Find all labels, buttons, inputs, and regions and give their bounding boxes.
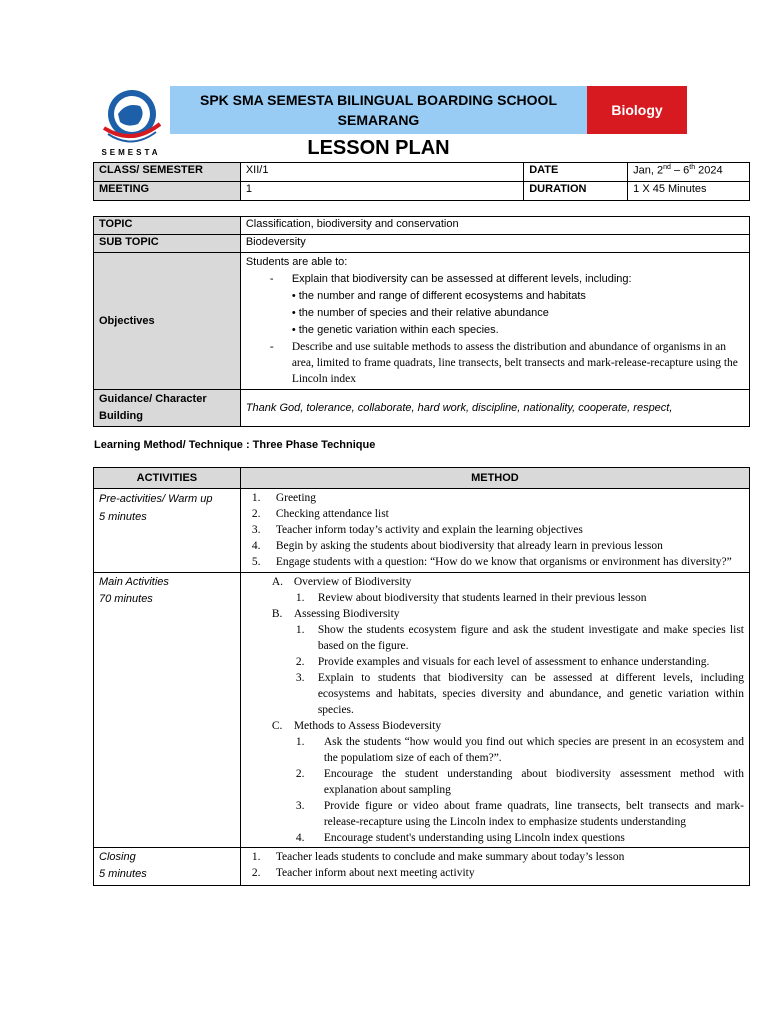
section-a: A. Overview of Biodiversity <box>271 576 412 588</box>
class-value: XII/1 <box>240 163 523 182</box>
date-value: Jan, 2nd – 6th 2024 <box>628 163 750 182</box>
list-item: 1. Greeting <box>251 492 317 504</box>
closing-item-text: Teacher inform about next meeting activity <box>275 867 475 879</box>
class-label: CLASS/ SEMESTER <box>94 163 241 182</box>
school-name-line1: SPK SMA SEMESTA BILINGUAL BOARDING SCHOOL <box>199 92 557 108</box>
b-item-text: Explain to students that biodiversity can be assessed at different levels, including ecosystems and habitats, species diversity and abundance, and genetic variation within species. <box>317 672 744 716</box>
list-item: 3. Explain to students that biodiversity can be assessed at different levels, including ecosystems and habitats, species diversity and abundance, and genetic variation within species. <box>295 672 744 716</box>
b-item-text: Provide examples and visuals for each level of assessment to enhance understanding. <box>317 656 710 668</box>
list-item: 1. Show the students ecosystem figure and ask the student investigate and make species list based on the figure. <box>295 624 744 652</box>
pre-item-text: Begin by asking the students about biodiversity that already learn in previous lesson <box>275 540 663 552</box>
list-item: 2. Checking attendance list <box>251 508 389 520</box>
activities-table <box>93 467 750 886</box>
guidance-label: Guidance/ Character Building <box>94 390 241 427</box>
main-activities-method <box>240 573 749 848</box>
objectives-intro: Students are able to: <box>245 256 348 268</box>
list-item: 4. Begin by asking the students about biodiversity that already learn in previous lesson <box>251 540 663 552</box>
date-label: DATE <box>524 163 628 182</box>
objective-2: - Describe and use suitable methods to assess the distribution and abundance of organisms in an area, limited to frame quadrats, line transects, belt transects and mark-release-recapture using the Lincoln index <box>269 341 738 385</box>
c-item-text: Ask the students “how would you find out which species are present in an ecosystem and the populatiom size of each of them?”. <box>323 736 744 764</box>
closing-method <box>240 848 749 886</box>
pre-item-text: Checking attendance list <box>275 508 389 520</box>
section-b: B. Assessing Biodiversity <box>271 608 400 620</box>
school-name-banner <box>170 86 587 134</box>
list-item: 2. Teacher inform about next meeting activity <box>251 867 475 879</box>
section-b-title: Assessing Biodiversity <box>293 608 400 620</box>
pre-item-text: Greeting <box>275 492 317 504</box>
section-a-title: Overview of Biodiversity <box>293 576 412 588</box>
section-c-title: Methods to Assess Biodeversity <box>293 720 442 732</box>
c-item-text: Encourage student's understanding using Lincoln index questions <box>323 832 625 844</box>
pre-activities-cell <box>94 489 241 573</box>
closing-label: Closing <box>99 851 136 863</box>
subtopic-label: SUB TOPIC <box>94 235 241 253</box>
closing-cell <box>94 848 241 886</box>
duration-label: DURATION <box>524 182 628 201</box>
objective-1: - Explain that biodiversity can be assessed at different levels, including: <box>269 273 632 285</box>
topic-value: Classification, biodiversity and conservation <box>240 217 749 235</box>
pre-item-text: Engage students with a question: “How do we know that organisms or environment has diversity?” <box>275 556 732 568</box>
objective-2-text: Describe and use suitable methods to assess the distribution and abundance of organisms in an area, limited to frame quadrats, line transects, belt transects and mark-release-recapture using the Lincoln index <box>291 341 738 385</box>
pre-activities-method <box>240 489 749 573</box>
objectives-label: Objectives <box>94 253 241 390</box>
col-method: METHOD <box>240 468 749 489</box>
objective-1-text: Explain that biodiversity can be assessed at different levels, including: <box>291 273 632 285</box>
list-item: 2. Provide examples and visuals for each level of assessment to enhance understanding. <box>295 656 710 668</box>
main-activities-label: Main Activities <box>99 576 169 588</box>
list-item: 4. Encourage student's understanding using Lincoln index questions <box>295 832 625 844</box>
list-item: 5. Engage students with a question: “How do we know that organisms or environment has diversity?” <box>251 556 732 568</box>
pre-activities-label: Pre-activities/ Warm up <box>99 493 213 505</box>
b-item-text: Show the students ecosystem figure and ask the student investigate and make species list based on the figure. <box>317 624 744 652</box>
c-item-text: Provide figure or video about frame quadrats, line transects, belt transects and mark-release-recapture using the Lincoln index to emphasize students understanding <box>323 800 744 828</box>
logo-text: SEMESTA <box>101 148 161 157</box>
main-activities-cell <box>94 573 241 848</box>
c-item-text: Encourage the student understanding about biodiversity assessment method with explanation about sampling <box>323 768 744 796</box>
col-activities: ACTIVITIES <box>94 468 241 489</box>
main-activities-time: 70 minutes <box>99 593 153 605</box>
meeting-label: MEETING <box>94 182 241 201</box>
a-item-text: Review about biodiversity that students learned in their previous lesson <box>317 592 647 604</box>
closing-time: 5 minutes <box>99 868 147 880</box>
learning-method: Learning Method/ Technique : Three Phase Technique <box>94 439 376 451</box>
section-c: C. Methods to Assess Biodeversity <box>271 720 442 732</box>
subtopic-value: Biodeversity <box>240 235 749 253</box>
meeting-value: 1 <box>240 182 523 201</box>
pre-item-text: Teacher inform today’s activity and explain the learning objectives <box>275 524 583 536</box>
info-table <box>93 162 750 201</box>
list-item: 1. Review about biodiversity that students learned in their previous lesson <box>295 592 647 604</box>
pre-activities-time: 5 minutes <box>99 511 147 523</box>
list-item: 1. Ask the students “how would you find out which species are present in an ecosystem and the populatiom size of each of them?”. <box>295 736 744 764</box>
list-item: 1. Teacher leads students to conclude and make summary about today’s lesson <box>251 851 625 863</box>
objective-1-bullet-2: • the number of species and their relative abundance <box>291 307 549 319</box>
duration-value: 1 X 45 Minutes <box>628 182 750 201</box>
topic-table <box>93 216 750 427</box>
objectives-value <box>240 253 749 390</box>
subject-badge: Biology <box>587 86 687 134</box>
page-title: LESSON PLAN <box>307 137 450 159</box>
closing-item-text: Teacher leads students to conclude and make summary about today’s lesson <box>275 851 625 863</box>
school-name-line2: SEMARANG <box>337 112 420 128</box>
list-item: 3. Provide figure or video about frame quadrats, line transects, belt transects and mark-release-recapture using the Lincoln index to emphasize students understanding <box>295 800 744 828</box>
list-item: 2. Encourage the student understanding about biodiversity assessment method with explanation about sampling <box>295 768 744 796</box>
guidance-value: Thank God, tolerance, collaborate, hard work, discipline, nationality, cooperate, respect, <box>240 390 749 427</box>
objective-1-bullet-1: • the number and range of different ecosystems and habitats <box>291 290 586 302</box>
topic-label: TOPIC <box>94 217 241 235</box>
list-item: 3. Teacher inform today’s activity and explain the learning objectives <box>251 524 583 536</box>
objective-1-bullet-3: • the genetic variation within each species. <box>291 324 499 336</box>
